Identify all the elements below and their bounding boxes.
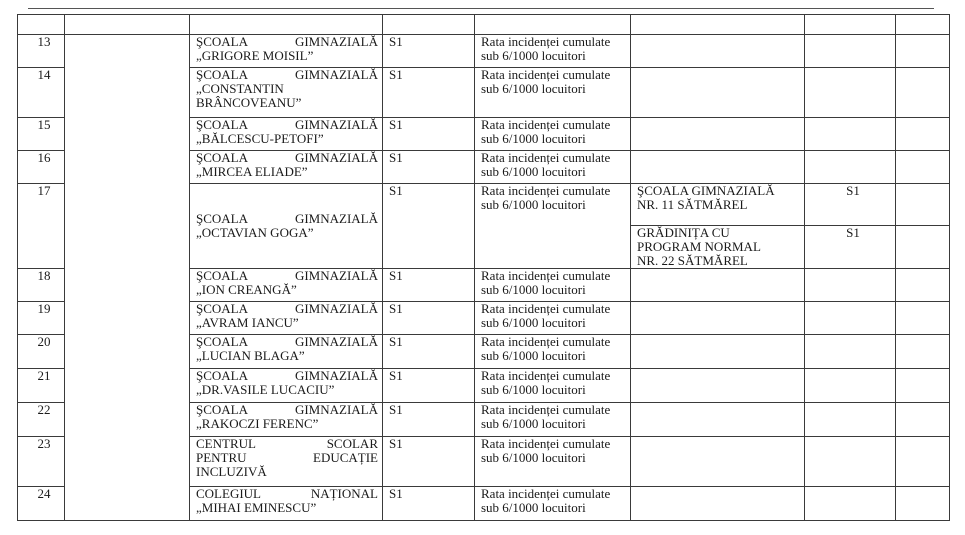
- level-code: [383, 437, 475, 487]
- notes-cell: [896, 118, 950, 151]
- header-cell: [631, 15, 805, 35]
- criterion: [475, 118, 631, 151]
- school-name-line: [196, 68, 382, 82]
- level-code-text: S1: [389, 402, 403, 417]
- level-code: [383, 68, 475, 118]
- school-name-word: ŞCOALA: [196, 334, 249, 349]
- linked-unit-level: [805, 151, 896, 184]
- criterion-text: Rata incidenței cumulate sub 6/1000 locuitori: [481, 183, 611, 212]
- linked-unit-level: [805, 369, 896, 403]
- level-code-text: S1: [389, 368, 403, 383]
- header-cell: [65, 15, 190, 35]
- criterion: [475, 403, 631, 437]
- criterion: [475, 437, 631, 487]
- school-name-word: GIMNAZIALĂ: [294, 211, 378, 226]
- notes-cell: [896, 335, 950, 369]
- school-name-rest: „RAKOCZI FERENC”: [196, 416, 319, 431]
- notes-cell: [896, 226, 950, 269]
- school-name-word: CENTRUL: [196, 436, 256, 451]
- level-code-text: S1: [389, 334, 403, 349]
- row-number-text: 13: [37, 34, 51, 49]
- linked-unit-level: [805, 68, 896, 118]
- row-number-text: 22: [37, 402, 51, 417]
- school-name-line: [196, 118, 382, 132]
- criterion-text: Rata incidenței cumulate sub 6/1000 locuitori: [481, 436, 611, 465]
- row-number: [18, 437, 65, 487]
- criterion-text: Rata incidenței cumulate sub 6/1000 locuitori: [481, 334, 611, 363]
- linked-unit-name: [631, 68, 805, 118]
- school-name-rest: „MIHAI EMINESCU”: [196, 500, 317, 515]
- school-name: [190, 118, 383, 151]
- school-name-word: ŞCOALA: [196, 150, 249, 165]
- linked-unit-level: [805, 226, 896, 269]
- school-name-rest: „ION CREANGĂ”: [196, 282, 297, 297]
- school-name-rest: INCLUZIVĂ: [196, 464, 267, 479]
- row-number-text: 21: [37, 368, 51, 383]
- linked-unit-level-text: S1: [846, 225, 860, 240]
- level-code-text: S1: [389, 301, 403, 316]
- row-number: [18, 35, 65, 68]
- level-code-text: S1: [389, 67, 403, 82]
- header-cell: [190, 15, 383, 35]
- school-name-line: [196, 451, 382, 465]
- school-name: [190, 487, 383, 521]
- linked-unit-level: [805, 184, 896, 226]
- linked-unit-level-text: S1: [846, 183, 860, 198]
- school-name-line: [196, 487, 382, 501]
- row-number-text: 19: [37, 301, 51, 316]
- linked-unit-name: [631, 369, 805, 403]
- header-cell: [475, 15, 631, 35]
- school-name-word: NAȚIONAL: [310, 486, 378, 501]
- school-name-line: [196, 151, 382, 165]
- criterion-text: Rata incidenței cumulate sub 6/1000 locuitori: [481, 67, 611, 96]
- criterion: [475, 335, 631, 369]
- linked-unit-name: [631, 302, 805, 335]
- school-name-word: GIMNAZIALĂ: [294, 368, 378, 383]
- notes-cell: [896, 35, 950, 68]
- criterion-text: Rata incidenței cumulate sub 6/1000 locuitori: [481, 117, 611, 146]
- school-name-word: ŞCOALA: [196, 211, 249, 226]
- school-name-word: ŞCOALA: [196, 34, 249, 49]
- linked-unit-name: [631, 403, 805, 437]
- school-name-line: [196, 35, 382, 49]
- row-number: [18, 487, 65, 521]
- row-number-text: 23: [37, 436, 51, 451]
- row-number: [18, 269, 65, 302]
- level-code-text: S1: [389, 34, 403, 49]
- school-name-line: [196, 212, 382, 226]
- level-code-text: S1: [389, 486, 403, 501]
- level-code-text: S1: [389, 183, 403, 198]
- school-name-line: [196, 302, 382, 316]
- school-name-word: COLEGIUL: [196, 486, 261, 501]
- header-cell: [896, 15, 950, 35]
- notes-cell: [896, 369, 950, 403]
- row-number-text: 18: [37, 268, 51, 283]
- school-name-word: ŞCOALA: [196, 368, 249, 383]
- district-cell: [65, 35, 190, 521]
- header-cell: [383, 15, 475, 35]
- school-name-line: [196, 403, 382, 417]
- top-rule: [28, 8, 934, 9]
- criterion: [475, 68, 631, 118]
- school-name: [190, 369, 383, 403]
- linked-unit-name: [631, 118, 805, 151]
- schools-table: [17, 14, 950, 521]
- school-name-rest: „LUCIAN BLAGA”: [196, 348, 305, 363]
- linked-unit-level: [805, 302, 896, 335]
- linked-unit-name: [631, 437, 805, 487]
- level-code: [383, 35, 475, 68]
- row-number: [18, 369, 65, 403]
- school-name-word: ŞCOALA: [196, 67, 249, 82]
- notes-cell: [896, 487, 950, 521]
- linked-unit-level: [805, 35, 896, 68]
- school-name-rest: „GRIGORE MOISIL”: [196, 48, 314, 63]
- school-name: [190, 437, 383, 487]
- linked-unit-name: [631, 184, 805, 226]
- school-name-word: EDUCAȚIE: [313, 450, 378, 465]
- notes-cell: [896, 403, 950, 437]
- linked-unit-name-text: GRĂDINIȚA CU PROGRAM NORMAL NR. 22 SĂTMĂREL: [637, 225, 761, 268]
- school-name-line: [196, 335, 382, 349]
- school-name: [190, 335, 383, 369]
- criterion: [475, 35, 631, 68]
- criterion: [475, 151, 631, 184]
- school-name-line: [196, 437, 382, 451]
- notes-cell: [896, 302, 950, 335]
- school-name: [190, 35, 383, 68]
- linked-unit-name: [631, 35, 805, 68]
- school-name-word: GIMNAZIALĂ: [294, 268, 378, 283]
- criterion-text: Rata incidenței cumulate sub 6/1000 locuitori: [481, 301, 611, 330]
- level-code: [383, 403, 475, 437]
- school-name-word: SCOLAR: [326, 436, 378, 451]
- header-cell: [18, 15, 65, 35]
- school-name: [190, 269, 383, 302]
- school-name-word: GIMNAZIALĂ: [294, 34, 378, 49]
- school-name-word: GIMNAZIALĂ: [294, 117, 378, 132]
- level-code: [383, 118, 475, 151]
- row-number: [18, 335, 65, 369]
- notes-cell: [896, 151, 950, 184]
- school-name: [190, 302, 383, 335]
- school-name: [190, 403, 383, 437]
- row-number: [18, 151, 65, 184]
- school-name-word: ŞCOALA: [196, 117, 249, 132]
- criterion: [475, 302, 631, 335]
- school-name-word: GIMNAZIALĂ: [294, 67, 378, 82]
- school-name-word: GIMNAZIALĂ: [294, 150, 378, 165]
- linked-unit-level: [805, 335, 896, 369]
- header-cell: [805, 15, 896, 35]
- notes-cell: [896, 437, 950, 487]
- school-name: [190, 184, 383, 269]
- level-code: [383, 487, 475, 521]
- linked-unit-name-text: ŞCOALA GIMNAZIALĂ NR. 11 SĂTMĂREL: [637, 183, 775, 212]
- level-code: [383, 302, 475, 335]
- criterion-text: Rata incidenței cumulate sub 6/1000 locuitori: [481, 34, 611, 63]
- level-code: [383, 184, 475, 269]
- row-number: [18, 68, 65, 118]
- criterion-text: Rata incidenței cumulate sub 6/1000 locuitori: [481, 150, 611, 179]
- criterion: [475, 269, 631, 302]
- row-number-text: 20: [37, 334, 51, 349]
- table-row: [18, 35, 950, 68]
- row-number-text: 15: [37, 117, 51, 132]
- school-name-line: [196, 369, 382, 383]
- level-code: [383, 151, 475, 184]
- linked-unit-level: [805, 403, 896, 437]
- linked-unit-level: [805, 118, 896, 151]
- criterion: [475, 487, 631, 521]
- row-number-text: 14: [37, 67, 51, 82]
- row-number-text: 16: [37, 150, 51, 165]
- linked-unit-name: [631, 487, 805, 521]
- criterion-text: Rata incidenței cumulate sub 6/1000 locuitori: [481, 402, 611, 431]
- linked-unit-level: [805, 269, 896, 302]
- school-name-word: GIMNAZIALĂ: [294, 402, 378, 417]
- header-row: [18, 15, 950, 35]
- linked-unit-level: [805, 487, 896, 521]
- school-name-rest: „MIRCEA ELIADE”: [196, 164, 308, 179]
- school-name: [190, 68, 383, 118]
- level-code: [383, 369, 475, 403]
- criterion: [475, 184, 631, 269]
- school-name-line: [196, 269, 382, 283]
- school-name-rest: „AVRAM IANCU”: [196, 315, 299, 330]
- school-name-word: GIMNAZIALĂ: [294, 334, 378, 349]
- row-number: [18, 302, 65, 335]
- school-name-word: ŞCOALA: [196, 268, 249, 283]
- notes-cell: [896, 184, 950, 226]
- row-number: [18, 184, 65, 269]
- criterion-text: Rata incidenței cumulate sub 6/1000 locuitori: [481, 368, 611, 397]
- criterion: [475, 369, 631, 403]
- school-name-rest: „OCTAVIAN GOGA”: [196, 225, 314, 240]
- level-code-text: S1: [389, 117, 403, 132]
- linked-unit-name: [631, 226, 805, 269]
- level-code-text: S1: [389, 268, 403, 283]
- linked-unit-name: [631, 335, 805, 369]
- school-name-rest: „DR.VASILE LUCACIU”: [196, 382, 335, 397]
- row-number: [18, 403, 65, 437]
- notes-cell: [896, 68, 950, 118]
- level-code-text: S1: [389, 436, 403, 451]
- notes-cell: [896, 269, 950, 302]
- school-name-word: ŞCOALA: [196, 301, 249, 316]
- row-number-text: 24: [37, 486, 51, 501]
- school-name: [190, 151, 383, 184]
- level-code: [383, 269, 475, 302]
- school-name-word: GIMNAZIALĂ: [294, 301, 378, 316]
- linked-unit-level: [805, 437, 896, 487]
- level-code: [383, 335, 475, 369]
- criterion-text: Rata incidenței cumulate sub 6/1000 locuitori: [481, 268, 611, 297]
- school-name-rest: „CONSTANTIN BRÂNCOVEANU”: [196, 81, 302, 110]
- row-number-text: 17: [37, 183, 51, 198]
- linked-unit-name: [631, 151, 805, 184]
- school-name-word: PENTRU: [196, 450, 247, 465]
- criterion-text: Rata incidenței cumulate sub 6/1000 locuitori: [481, 486, 611, 515]
- linked-unit-name: [631, 269, 805, 302]
- level-code-text: S1: [389, 150, 403, 165]
- row-number: [18, 118, 65, 151]
- school-name-word: ŞCOALA: [196, 402, 249, 417]
- school-name-rest: „BĂLCESCU-PETOFI”: [196, 131, 324, 146]
